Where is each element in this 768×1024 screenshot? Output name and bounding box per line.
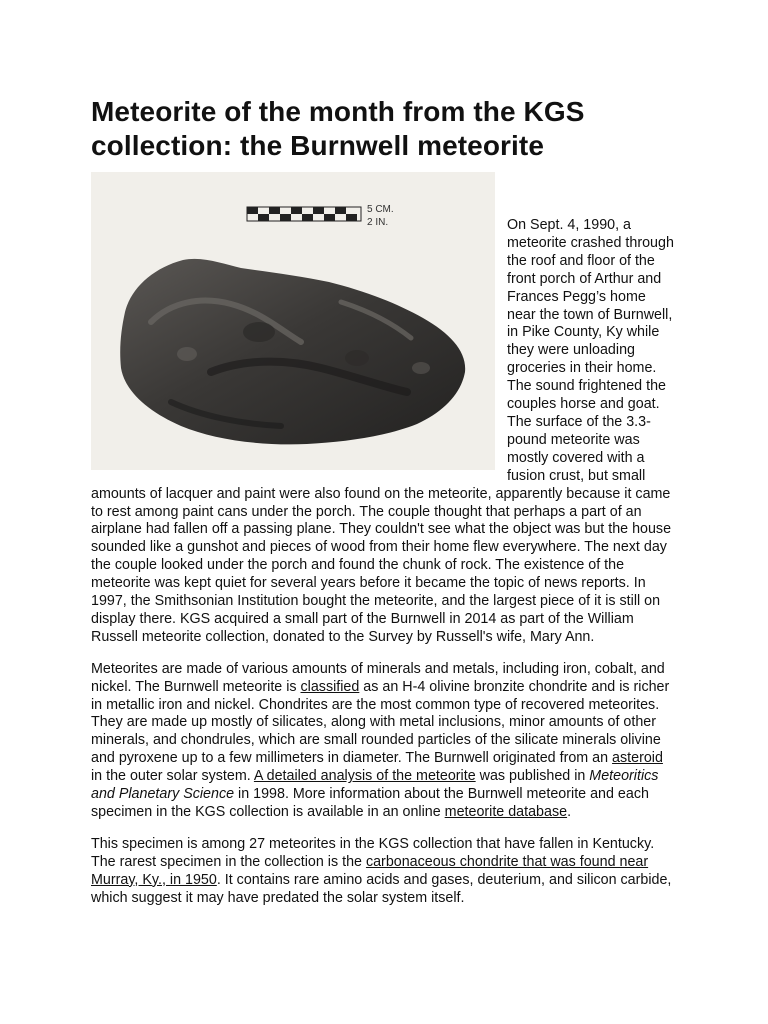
asteroid-link[interactable]: asteroid (612, 750, 663, 767)
paragraph-3-text: . It contains rare amino acids and gases, deuterium, and silicon carbide, which suggest it may have predated the solar system itself. (91, 871, 672, 906)
meteorite-rock (120, 259, 465, 444)
article-body (91, 163, 677, 908)
meteorite-database-link[interactable]: meteorite database (444, 804, 568, 820)
journal-title: Meteoritics and Planetary Science (91, 768, 659, 803)
article (91, 95, 677, 908)
paragraph-2-text: was published in (475, 768, 590, 785)
paragraph-3 (91, 836, 677, 908)
scale-label-cm: 5 CM. (367, 204, 394, 215)
paragraph-2-text: . (567, 804, 572, 820)
scale-bar (247, 207, 361, 221)
paragraph-2-text: Meteorites are made of various amounts of minerals and metals, including iron, cobalt, and nickel. The Burnwell meteorite is (91, 660, 665, 695)
detailed-analysis-link[interactable]: A detailed analysis of the meteorite (253, 768, 476, 785)
paragraph-2-text: in the outer solar system. (91, 768, 254, 785)
murray-chondrite-link[interactable]: carbonaceous chondrite that was found near Murray, Ky., in 1950 (91, 853, 649, 888)
classified-link[interactable]: classified (300, 678, 360, 695)
paragraph-2-text: in 1998. More information about the Burnwell meteorite and each specimen in the KGS collection is available in an online (91, 786, 649, 820)
paragraph-2-text: as an H-4 olivine bronzite chondrite and is richer in metallic iron and nickel. Chondrites are the most common type of recovered meteorites. They are made up mostly of silicates, along with metal inclusions, minor amounts of other minerals, and chondrules, which are small rounded particles of the silicate minerals olivine and pyroxene up to a few millimeters in diameter. The Burnwell originated from an (91, 678, 670, 767)
paragraph-2 (91, 661, 677, 822)
paragraph-3-text: This specimen is among 27 meteorites in the KGS collection that have fallen in Kentucky. The rarest specimen in the collection is the (91, 835, 655, 870)
scale-label-in: 2 IN. (367, 217, 389, 228)
paragraph-1: On Sept. 4, 1990, a meteorite crashed through the roof and floor of the front porch of Arthur and Frances Pegg’s home near the town of Burnwell, in Pike County, Ky while they were unloading groceries in their home. The sound frightened the couples horse and goat. The surface of the 3.3-pound meteorite was mostly covered with a fusion crust, but small amounts of lacquer and paint were also found on the meteorite, apparently because it came to rest among paint cans under the porch. The couple thought that perhaps a part of an airplane had fallen off a passing plane. They couldn't see what the object was but the house sounded like a gunshot and pieces of wood from their home flew everywhere. The next day the couple looked under the porch and found the chunk of rock. The existence of the meteorite was kept quiet for several years before it became the topic of news reports. In 1997, the Smithsonian Institution bought the meteorite, and the largest piece of it is still on display there. KGS acquired a small part of the Burnwell in 2014 as part of the William Russell meteorite collection, donated to the Survey by Russell's wife, Mary Ann. (91, 217, 674, 645)
meteorite-image (91, 172, 495, 470)
meteorite-photo (91, 172, 495, 470)
article-title: Meteorite of the month from the KGS collection: the Burnwell meteorite (91, 96, 585, 161)
